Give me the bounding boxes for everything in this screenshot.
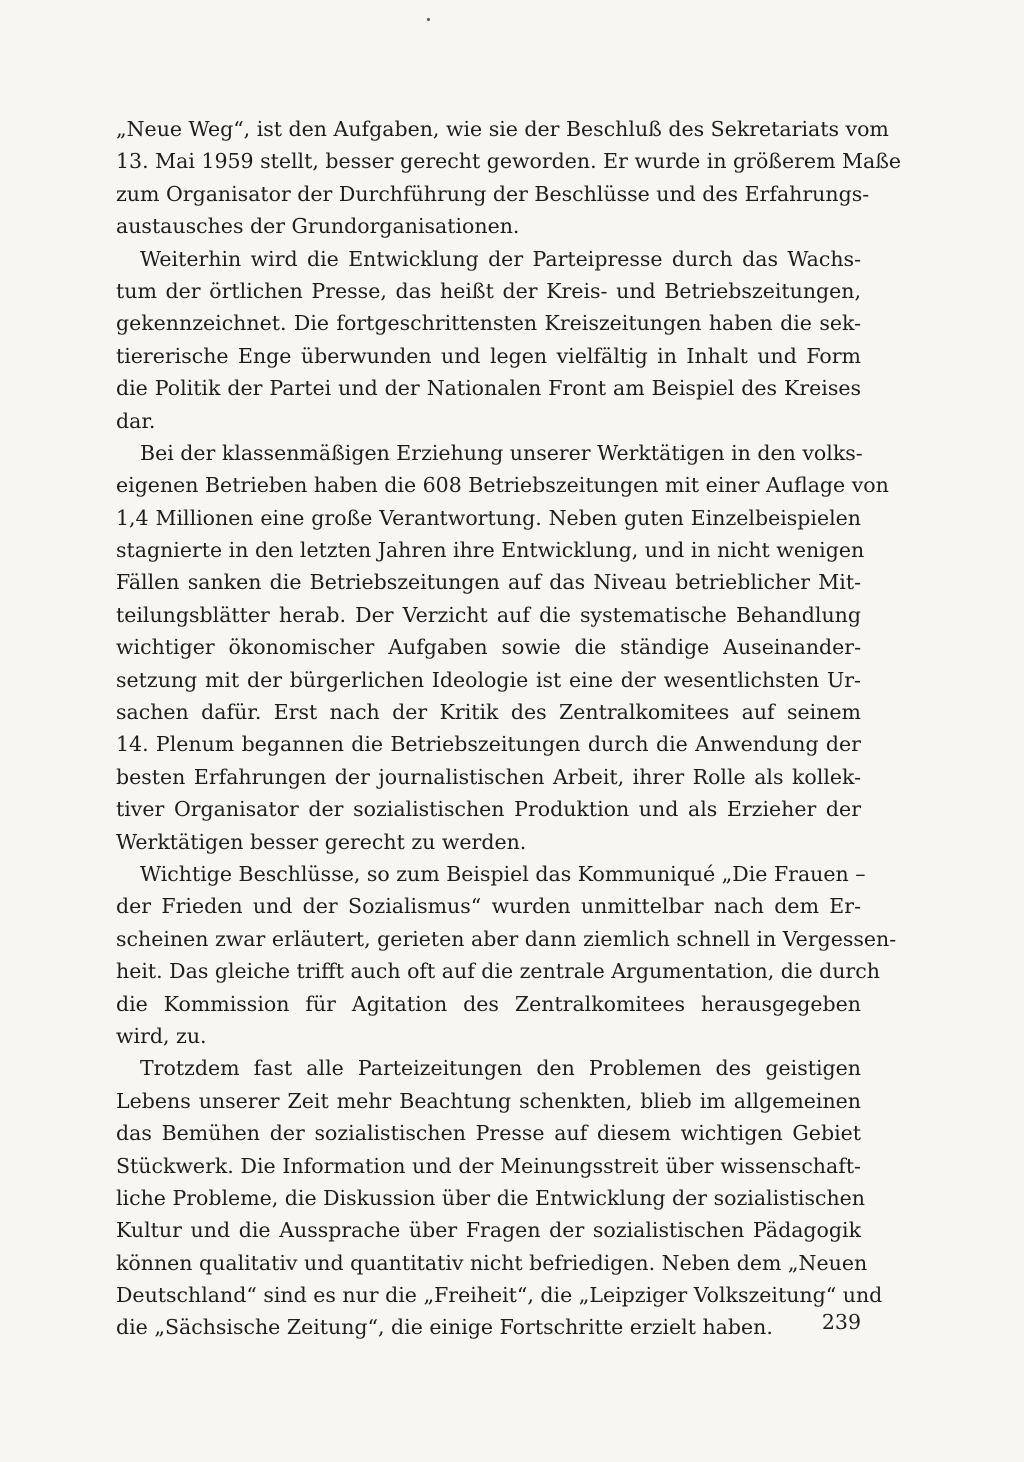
- paragraph: [116, 1052, 883, 1344]
- print-speck: [427, 18, 430, 21]
- text-line: dar.: [116, 408, 156, 433]
- page-number: 239: [821, 1310, 861, 1334]
- text-line: der Frieden und der Sozialismus“ wurden unmittelbar nach dem Er-: [116, 894, 861, 919]
- text-line: Deutschland“ sind es nur die „Freiheit“, die „Leipziger Volkszeitung“ und: [116, 1283, 883, 1308]
- text-line: Werktätigen besser gerecht zu werden.: [116, 829, 527, 854]
- text-line: Lebens unserer Zeit mehr Beachtung schenkten, blieb im allgemeinen: [116, 1088, 861, 1113]
- text-line: die „Sächsische Zeitung“, die einige Fortschritte erzielt haben.: [116, 1315, 773, 1340]
- body-text: [116, 113, 902, 1344]
- text-line: gekennzeichnet. Die fortgeschrittensten Kreiszeitungen haben die sek-: [116, 311, 861, 336]
- text-line: 14. Plenum begannen die Betriebszeitungen durch die Anwendung der: [116, 732, 861, 757]
- text-line: scheinen zwar erläutert, gerieten aber dann ziemlich schnell in Vergessen-: [116, 926, 897, 951]
- text-line: heit. Das gleiche trifft auch oft auf die zentrale Argumentation, die durch: [116, 959, 880, 984]
- text-line: die Kommission für Agitation des Zentralkomitees herausgegeben: [116, 991, 861, 1016]
- text-line: tum der örtlichen Presse, das heißt der Kreis- und Betriebszeitungen,: [116, 278, 861, 303]
- text-line: wird, zu.: [116, 1023, 207, 1048]
- text-line: wichtiger ökonomischer Aufgaben sowie die ständige Auseinander-: [116, 635, 861, 660]
- text-line: austausches der Grundorganisationen.: [116, 214, 520, 239]
- text-line: „Neue Weg“, ist den Aufgaben, wie sie der Beschluß des Sekretariats vom: [116, 117, 889, 141]
- text-line: liche Probleme, die Diskussion über die Entwicklung der sozialistischen: [116, 1185, 866, 1210]
- text-line: das Bemühen der sozialistischen Presse auf diesem wichtigen Gebiet: [116, 1121, 861, 1146]
- text-line: Fällen sanken die Betriebszeitungen auf das Niveau betrieblicher Mit-: [116, 570, 861, 595]
- text-line: 13. Mai 1959 stellt, besser gerecht geworden. Er wurde in größerem Maße: [116, 149, 902, 174]
- text-line: tiver Organisator der sozialistischen Produktion und als Erzieher der: [116, 797, 861, 822]
- text-line: stagnierte in den letzten Jahren ihre Entwicklung, und in nicht wenigen: [116, 538, 865, 563]
- text-line: teilungsblätter herab. Der Verzicht auf die systematische Behandlung: [116, 602, 861, 627]
- text-line: sachen dafür. Erst nach der Kritik des Zentralkomitees auf seinem: [116, 700, 861, 725]
- text-line: können qualitativ und quantitativ nicht befriedigen. Neben dem „Neuen: [116, 1250, 868, 1275]
- text-line: Wichtige Beschlüsse, so zum Beispiel das Kommuniqué „Die Frauen –: [140, 861, 866, 886]
- paragraph: [116, 437, 889, 858]
- text-line: Weiterhin wird die Entwicklung der Parteipresse durch das Wachs-: [140, 246, 861, 271]
- text-line: besten Erfahrungen der journalistischen Arbeit, ihrer Rolle als kollek-: [116, 764, 861, 789]
- text-line: Kultur und die Aussprache über Fragen der sozialistischen Pädagogik: [116, 1218, 861, 1243]
- paragraph: [116, 113, 902, 243]
- text-line: Bei der klassenmäßigen Erziehung unserer Werktätigen in den volks-: [140, 440, 863, 465]
- text-line: Stückwerk. Die Information und der Meinungsstreit über wissenschaft-: [116, 1153, 861, 1178]
- paragraph: [116, 243, 861, 437]
- text-line: zum Organisator der Durchführung der Beschlüsse und des Erfahrungs-: [116, 181, 870, 206]
- text-line: eigenen Betrieben haben die 608 Betriebszeitungen mit einer Auflage von: [116, 473, 889, 498]
- text-line: die Politik der Partei und der Nationalen Front am Beispiel des Kreises: [116, 376, 861, 401]
- text-line: setzung mit der bürgerlichen Ideologie ist eine der wesentlichsten Ur-: [116, 667, 861, 692]
- text-line: Trotzdem fast alle Parteizeitungen den Problemen des geistigen: [140, 1056, 861, 1081]
- text-line: tiererische Enge überwunden und legen vielfältig in Inhalt und Form: [116, 343, 861, 368]
- paragraph: [116, 858, 897, 1052]
- text-line: 1,4 Millionen eine große Verantwortung. Neben guten Einzelbeispielen: [116, 505, 861, 530]
